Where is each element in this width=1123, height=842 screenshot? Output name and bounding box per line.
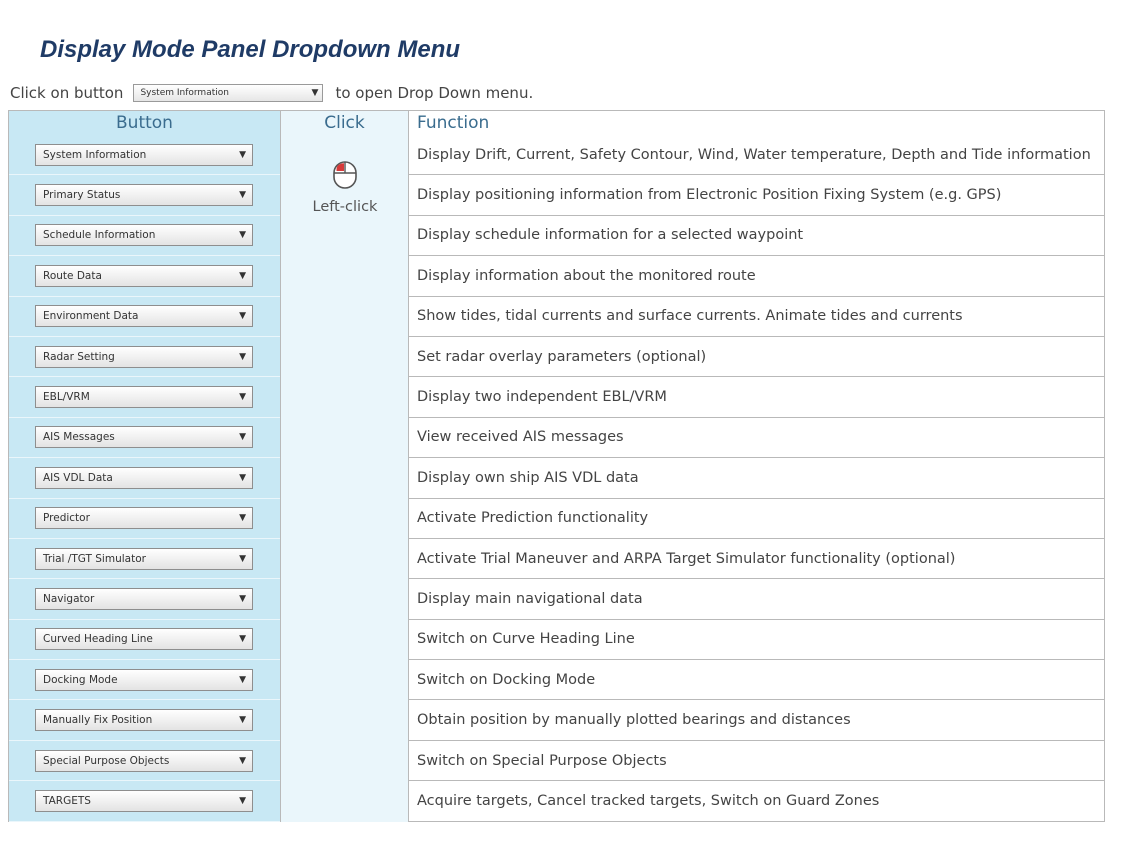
function-description: Activate Trial Maneuver and ARPA Target Simulator functionality (optional)	[409, 539, 1104, 579]
button-cell	[9, 458, 280, 498]
button-cell	[9, 377, 280, 417]
function-description: Acquire targets, Cancel tracked targets, Switch on Guard Zones	[417, 793, 880, 810]
function-description: Display Drift, Current, Safety Contour, Wind, Water temperature, Depth and Tide information	[409, 135, 1104, 175]
dropdown-button-label: Radar Setting	[43, 350, 115, 363]
dropdown-button-label: Predictor	[43, 512, 90, 525]
chevron-down-icon: ▼	[239, 674, 246, 685]
chevron-down-icon: ▼	[239, 230, 246, 241]
instruction-line	[10, 82, 533, 104]
dropdown-button[interactable]	[35, 507, 253, 529]
page-title: Display Mode Panel Dropdown Menu	[40, 36, 461, 63]
button-cell	[9, 620, 280, 660]
function-description: Set radar overlay parameters (optional)	[409, 337, 1104, 377]
dropdown-button[interactable]	[35, 588, 253, 610]
function-description: Switch on Special Purpose Objects	[409, 741, 1104, 781]
header-click: Click	[281, 111, 409, 135]
dropdown-button-label: Manually Fix Position	[43, 714, 153, 727]
chevron-down-icon: ▼	[239, 472, 246, 483]
chevron-down-icon: ▼	[239, 392, 246, 403]
dropdown-button[interactable]	[35, 467, 253, 489]
left-click-indicator	[281, 159, 409, 215]
dropdown-button[interactable]	[35, 790, 253, 812]
dropdown-button-label: Special Purpose Objects	[43, 754, 170, 767]
instruction-prefix: Click on button	[10, 84, 124, 102]
dropdown-button-label: Trial /TGT Simulator	[43, 552, 146, 565]
chevron-down-icon: ▼	[239, 311, 246, 322]
dropdown-menu-table	[8, 110, 1105, 822]
dropdown-button-label: System Information	[43, 148, 147, 161]
function-description: Display schedule information for a selected waypoint	[409, 216, 1104, 256]
table-header	[9, 111, 1104, 135]
button-cell	[9, 781, 280, 821]
function-description: Display two independent EBL/VRM	[409, 377, 1104, 417]
chevron-down-icon: ▼	[239, 634, 246, 645]
dropdown-button[interactable]	[35, 426, 253, 448]
dropdown-button[interactable]	[35, 750, 253, 772]
dropdown-button[interactable]	[35, 265, 253, 287]
chevron-down-icon: ▼	[239, 149, 246, 160]
function-description: Display information about the monitored route	[409, 256, 1104, 296]
dropdown-button-label: Route Data	[43, 269, 102, 282]
button-cell	[9, 660, 280, 700]
dropdown-button[interactable]	[35, 628, 253, 650]
mouse-icon	[330, 159, 360, 191]
dropdown-button[interactable]	[35, 709, 253, 731]
button-cell	[9, 175, 280, 215]
instruction-suffix: to open Drop Down menu.	[335, 84, 534, 102]
function-description: Switch on Curve Heading Line	[409, 620, 1104, 660]
click-column	[281, 135, 409, 822]
dropdown-button[interactable]	[35, 305, 253, 327]
header-function: Function	[417, 113, 490, 133]
button-cell	[9, 579, 280, 619]
function-description: Switch on Docking Mode	[409, 660, 1104, 700]
function-description: Display own ship AIS VDL data	[409, 458, 1104, 498]
dropdown-button[interactable]	[35, 144, 253, 166]
button-cell	[9, 256, 280, 296]
button-cell	[9, 216, 280, 256]
dropdown-button-label: AIS Messages	[43, 431, 115, 444]
dropdown-button[interactable]	[35, 669, 253, 691]
chevron-down-icon: ▼	[239, 513, 246, 524]
dropdown-button-label: Navigator	[43, 592, 95, 605]
dropdown-button[interactable]	[35, 548, 253, 570]
chevron-down-icon: ▼	[239, 755, 246, 766]
system-information-dropdown-example[interactable]	[133, 84, 323, 102]
dropdown-button-label: Curved Heading Line	[43, 633, 153, 646]
button-cell	[9, 337, 280, 377]
dropdown-button[interactable]	[35, 224, 253, 246]
button-cell	[9, 741, 280, 781]
function-description: Show tides, tidal currents and surface currents. Animate tides and currents	[409, 297, 1104, 337]
button-cell	[9, 700, 280, 740]
button-cell	[9, 499, 280, 539]
dropdown-button-label: AIS VDL Data	[43, 471, 113, 484]
dropdown-label: System Information	[140, 88, 229, 98]
chevron-down-icon: ▼	[239, 270, 246, 281]
dropdown-button-label: Primary Status	[43, 189, 121, 202]
dropdown-button-label: TARGETS	[43, 794, 91, 807]
dropdown-button[interactable]	[35, 184, 253, 206]
function-column	[409, 135, 1104, 822]
chevron-down-icon: ▼	[239, 795, 246, 806]
dropdown-button[interactable]	[35, 346, 253, 368]
left-click-label: Left-click	[312, 199, 378, 215]
chevron-down-icon: ▼	[239, 351, 246, 362]
button-cell	[9, 135, 280, 175]
function-description: Obtain position by manually plotted bearings and distances	[409, 700, 1104, 740]
function-description: Activate Prediction functionality	[409, 499, 1104, 539]
dropdown-button-label: Schedule Information	[43, 229, 156, 242]
header-button: Button	[9, 111, 281, 135]
chevron-down-icon: ▼	[239, 432, 246, 443]
function-description: Display positioning information from Electronic Position Fixing System (e.g. GPS)	[409, 175, 1104, 215]
chevron-down-icon: ▼	[311, 88, 319, 98]
function-description: View received AIS messages	[409, 418, 1104, 458]
button-column	[9, 135, 281, 822]
button-cell	[9, 418, 280, 458]
chevron-down-icon: ▼	[239, 715, 246, 726]
dropdown-button-label: EBL/VRM	[43, 391, 90, 404]
function-description: Display main navigational data	[409, 579, 1104, 619]
dropdown-button-label: Environment Data	[43, 310, 139, 323]
chevron-down-icon: ▼	[239, 553, 246, 564]
button-cell	[9, 539, 280, 579]
chevron-down-icon: ▼	[239, 190, 246, 201]
dropdown-button[interactable]	[35, 386, 253, 408]
dropdown-button-label: Docking Mode	[43, 673, 118, 686]
button-cell	[9, 297, 280, 337]
chevron-down-icon: ▼	[239, 593, 246, 604]
